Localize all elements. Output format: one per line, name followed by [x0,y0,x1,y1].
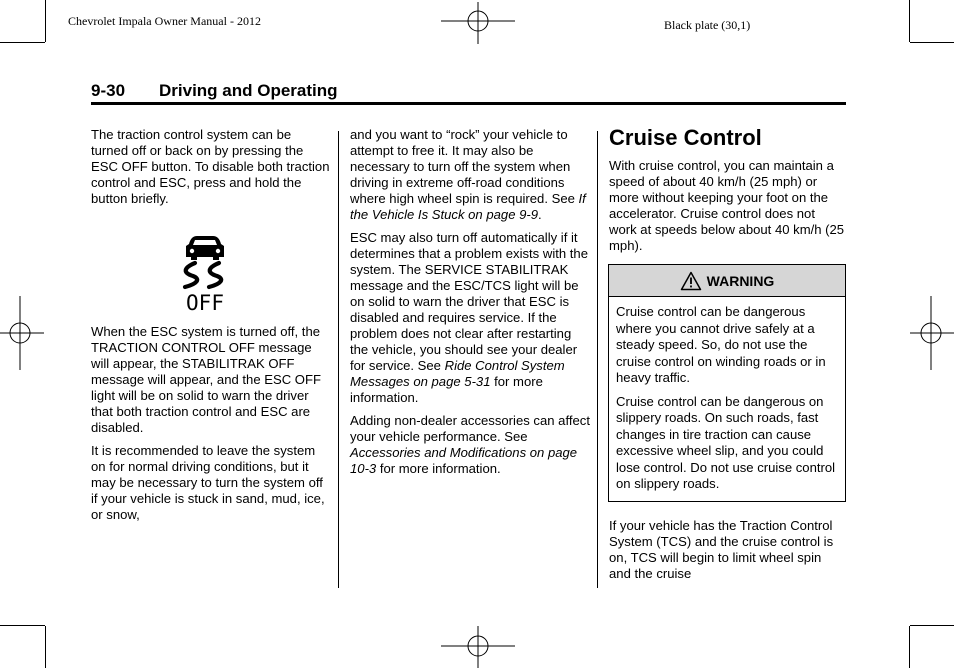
paragraph: With cruise control, you can maintain a speed of about 40 km/h (25 mph) or more without keeping your foot on the accelerator. Cruise control does not work at speeds below about 40 km/h (25 mph). [609,158,845,253]
warning-paragraph: Cruise control can be dangerous where you cannot drive safely at a steady speed. So, do not use the cruise control on winding roads or in heavy traffic. [616,304,826,385]
warning-triangle-icon [680,271,702,291]
paragraph: The traction control system can be turned off or back on by pressing the ESC OFF button. To disable both traction control and ESC, press and hold the button briefly. [91,127,330,206]
paragraph: Adding non-dealer accessories can affect your vehicle performance. See Accessories and Modifications on page 10-3 for more information. [350,413,590,476]
warning-paragraph: Cruise control can be dangerous on slippery roads. On such roads, fast changes in tire traction can cause excessive wheel slip, and you could lose control. Do not use cruise control on slippery roads. [616,393,836,491]
crop-mark [909,0,910,42]
crop-mark [45,626,46,668]
cross-reference-link[interactable]: If the Vehicle Is Stuck on page 9-9 [350,191,586,222]
crop-mark [0,625,45,626]
page-number: 9-30 [91,81,126,100]
warning-box [608,264,846,502]
column-3-intro [609,158,845,261]
esc-off-icon [175,230,235,312]
warning-label: WARNING [706,272,775,289]
column-2 [350,127,590,484]
column-divider [338,131,339,588]
registration-mark-icon [910,296,954,370]
paragraph: and you want to “rock” your vehicle to attempt to free it. It may also be necessary to turn off the system when driving in extreme off-road conditions where high wheel spin is required. See If the Vehicle Is Stuck on page 9-9. [350,127,586,222]
section-name: Driving and Operating [159,81,338,100]
header-rule [91,102,846,105]
esc-off-label: OFF [186,291,224,312]
column-1-bottom [91,324,331,530]
cross-reference-link[interactable]: Ride Control System Messages on page 5-31 [350,358,565,389]
registration-mark-icon [441,626,515,668]
plate-label: Black plate (30,1) [664,18,751,32]
paragraph: When the ESC system is turned off, the TRACTION CONTROL OFF message will appear, the STABILITRAK OFF message will appear, and the ESC OFF light will be on solid to warn the driver that both traction control and ESC are disabled. [91,324,321,435]
column-3-bottom [609,518,845,589]
crop-mark [909,626,910,668]
crop-mark [910,625,954,626]
crop-mark [0,42,45,43]
registration-mark-icon [0,296,44,370]
crop-mark [45,0,46,42]
paragraph: ESC may also turn off automatically if it determines that a problem exists with the system. The SERVICE STABILITRAK message and the ESC/TCS light will be on solid to warn the driver that ESC is disabled and requires service. If the problem does not clear after restarting the vehicle, you should see your dealer for service. See Ride Control System Messages on page 5-31 for more information. [350,230,588,405]
plate-title: Chevrolet Impala Owner Manual - 2012 [68,14,261,28]
section-title: Cruise Control [609,125,762,150]
column-divider [597,131,598,588]
column-1-top [91,127,331,214]
running-header [91,81,338,101]
cross-reference-link[interactable]: Accessories and Modifications on page 10-3 [350,445,578,476]
registration-mark-icon [441,2,515,44]
paragraph: It is recommended to leave the system on for normal driving conditions, but it may be necessary to turn the system off if your vehicle is stuck in sand, mud, ice, or snow, [91,443,325,522]
paragraph: If your vehicle has the Traction Control System (TCS) and the cruise control is on, TCS will begin to limit wheel spin and the cruise [609,518,834,581]
crop-mark [910,42,954,43]
warning-header [609,265,845,297]
warning-body [609,297,845,493]
